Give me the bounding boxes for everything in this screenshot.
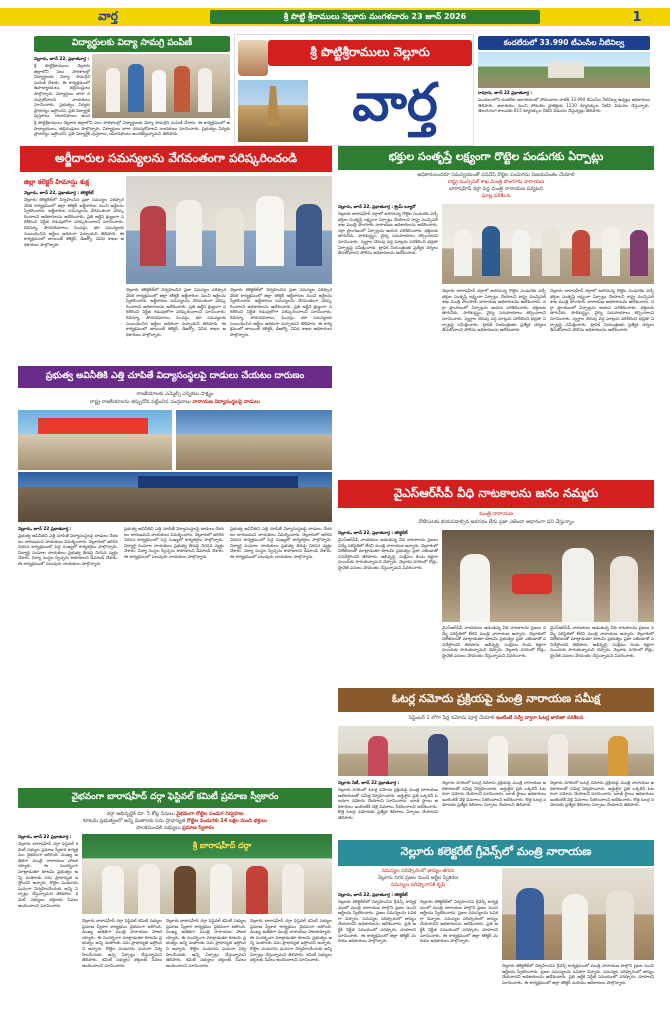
voter-subhead-2: ఇంటింటి సర్వే ద్వారా ఓటర్ల జాబితా పరిశీలన [496,715,584,721]
person-figure [428,734,448,776]
schools-body-col2: ప్రభుత్వ అవినీతిని ఎత్తి చూపితే విద్యాసంస్థలపై దాడులు చేయటం దారుణమని నాయకులు విమర్శించారు. నెల్లూరులో జరిగిన నిరసన కార్యక్రమంలో పెద్ద సంఖ్యలో కార్యకర్తలు పాల్గొన్నారు. విద్యార్థి సంఘాల నాయకులు ప్రభుత్వ తీరుపై నిరసన వ్యక్తం చేశారు. విద్యా సంస్థల స్వేచ్ఛను కాపాడాలని డిమాండ్ చేశారు. ఈ కార్యక్రమంలో పలువురు నాయకులు పాల్గొన్నారు. [124,526,224,559]
building-shape [548,62,584,78]
collectorate-subhead-2: నెల్లూరు నగర ప్రజల నుంచి అర్జీల స్వీకరణ [377,875,459,881]
dargah-subhead-2: వైభవంగా రొట్టెల పండుగ నిర్వహణ [176,811,244,817]
voter-subheads [338,715,654,722]
person-figure [488,736,508,776]
grievances-dateline: నెల్లూరు, జూన్ 22, ప్రభాతవార్త : కలెక్టరేట్ [24,190,94,195]
dargah-body-col1: నెల్లూరు బారాషహీద్ దర్గా ఫెస్టివల్ కమిటీ సభ్యుల ప్రమాణ స్వీకార కార్యక్రమం వైభవంగా జరిగింది. ముఖ్య అతిథిగా మంత్రి నారాయణ హాజరయ్యారు. ఈ సందర్భంగా మాట్లాడుతూ కూటమి ప్రభుత్వం అన్ని మతాలకు సమ ప్రాధాన్యత ఇస్తోందని అన్నారు. రొట్టెల పండుగను ఘనంగా నిర్వహించేందుకు అన్ని ఏర్పాట్లు చేస్తున్నామని తెలిపారు. కమిటీ సభ్యులు భక్తులకు సేవలు అందించాలని సూచించారు. [18,841,78,908]
school-kits-photo [92,54,230,118]
person-figure [138,864,160,914]
ysrcp-body-col2: వైఎస్ఆర్‌సీపీ నాయకులు ఆడుతున్న వీధి నాటకాలను ప్రజలు నమ్మే పరిస్థితిలో లేరని మంత్రి నారాయణ అన్నారు. నెల్లూరులో విలేకరులతో మాట్లాడుతూ కూటమి ప్రభుత్వం ప్రజా ఎజెండాతో పనిచేస్తోందని తెలిపారు. అభివృద్ధి, సంక్షేమం రెండు కళ్లుగా ముందుకు సాగుతున్నామని చెప్పారు. నెల్లూరు నగరంలో రోడ్లు, డ్రైనేజీ పనులు వేగవంతం చేస్తున్నామని వివరించారు. [442,625,546,658]
person-figure [562,894,588,960]
page-number: 1 [632,9,642,25]
dargah-banner [142,838,302,854]
grievances-subhead-text: జిల్లా కలెక్టర్ హిమాన్షు శుక్ల [24,178,89,186]
person-figure [368,736,388,776]
ysrcp-body-col1: వైఎస్ఆర్‌సీపీ నాయకులు ఆడుతున్న వీధి నాటకాలను ప్రజలు నమ్మే పరిస్థితిలో లేరని మంత్రి నారాయణ అన్నారు. నెల్లూరులో విలేకరులతో మాట్లాడుతూ కూటమి ప్రభుత్వం ప్రజా ఎజెండాతో పనిచేస్తోందని తెలిపారు. అభివృద్ధి, సంక్షేమం రెండు కళ్లుగా ముందుకు సాగుతున్నామని చెప్పారు. నెల్లూరు నగరంలో రోడ్లు, డ్రైనేజీ పనులు వేగవంతం చేస్తున్నామని వివరించారు. [338,537,438,570]
person-figure [512,230,530,276]
devotees-subhead-4: ఘాట్ల పరిశీలన [481,193,511,199]
banner-shape [138,476,298,488]
person-figure [106,68,120,112]
dargah-subheads-1 [18,811,332,818]
person-figure [562,548,594,622]
person-figure [602,226,620,276]
person-figure [610,556,638,622]
person-figure [608,736,628,776]
devotees-subhead-3: బారాషహీద్ దర్గా వద్ద మంత్రి నారాయణ పర్యటన [449,186,543,192]
devotees-dateline: నెల్లూరు, జూన్ 22, ప్రభాతవార్త : క్రైమ్ బ్యూరో [338,204,416,209]
ysrcp-subhead-2 [338,519,654,526]
dargah-banner-text: శ్రీ బారాషహీద్ దర్గా [192,840,252,850]
voter-body-col1: నెల్లూరు నగరంలో ఓటర్ల నమోదు ప్రక్రియపై మంత్రి నారాయణ అధికారులతో సమీక్ష నిర్వహించారు. అర్హులైన ప్రతి ఒక్కరినీ ఓటరుగా నమోదు చేయాలని సూచించారు. బూత్ స్థాయి అధికారులు ఇంటింటికీ వెళ్లి వివరాలు సేకరించాలని ఆదేశించారు. కొత్త ఓటర్ల నమోదుకు ప్రత్యేక శిబిరాలు ఏర్పాటు చేయాలని తెలిపారు. [338,787,438,820]
person-figure [140,206,166,266]
ysrcp-dateline: నెల్లూరు, జూన్ 22, ప్రభాతవార్త : కలెక్టరేట్ [338,530,408,535]
collectorate-dateline: నెల్లూరు, జూన్ 22, ప్రభాతవార్త : కలెక్టరేట్ [338,892,408,897]
collectorate-body-col2: నెల్లూరు కలెక్టరేట్‌లో నిర్వహించిన గ్రీవెన్స్ కార్యక్రమంలో మంత్రి నారాయణ పాల్గొని ప్రజల నుంచి అర్జీలను స్వీకరించారు. ప్రజల సమస్యలను ఓపికగా విన్నారు. సమస్యల పరిష్కారంలో జాప్యం చేయరాదని అధికారులను ఆదేశించారు. ప్రతి అర్జీకి నిర్ణీత సమయంలో పరిష్కారం చూపాలని సూచించారు. ఈ కార్యక్రమంలో జిల్లా కలెక్టర్ మరియు అధికారులు పాల్గొన్నారు. [420,899,498,944]
person-figure [296,204,322,266]
grievances-subhead [24,178,124,188]
ysrcp-subhead-2-text: నోటీసులకు భయపడాల్సిన అవసరం లేదు [418,519,498,525]
dargah-subhead-1: దర్గా అభివృద్ధికి రూ. 5 కోట్ల నిధులు [106,811,175,817]
person-figure [176,200,202,266]
voter-photo [338,726,654,776]
ysrcp-body-col3: వైఎస్ఆర్‌సీపీ నాయకులు ఆడుతున్న వీధి నాటకాలను ప్రజలు నమ్మే పరిస్థితిలో లేరని మంత్రి నారాయణ అన్నారు. నెల్లూరులో విలేకరులతో మాట్లాడుతూ కూటమి ప్రభుత్వం ప్రజా ఎజెండాతో పనిచేస్తోందని తెలిపారు. అభివృద్ధి, సంక్షేమం రెండు కళ్లుగా ముందుకు సాగుతున్నామని చెప్పారు. నెల్లూరు నగరంలో రోడ్లు, డ్రైనేజీ పనులు వేగవంతం చేస్తున్నామని వివరించారు. [550,625,654,658]
devotees-body-col1: నెల్లూరు బారాషహీద్ దర్గాలో జరగనున్న రొట్టెల పండుగకు వచ్చే భక్తుల సంతృప్తే లక్ష్యంగా ఏర్పాట్లు చేయాలని రాష్ట్ర మున్సిపల్ శాఖ మంత్రి పొంగూరు నారాయణ అధికారులను ఆదేశించారు. దర్గా ప్రాంగణంలో ఏర్పాట్లను ఆయన పరిశీలించారు. భక్తులకు తాగునీరు, పారిశుద్ధ్యం, వైద్య సదుపాయాలు కల్పించాలని సూచించారు. స్వర్ణాల చెరువు వద్ద ఘాట్లను పరిశీలించి భద్రతా ఏర్పాట్లపై సమీక్షించారు. ట్రాఫిక్ నియంత్రణకు ప్రత్యేక చర్యలు తీసుకోవాలని పోలీసు అధికారులను ఆదేశించారు. [338,211,438,256]
ysrcp-headline: వైఎస్ఆర్‌సీపీ వీధి నాటకాలను జనం నమ్మరు [338,480,654,508]
voter-body-col3: నెల్లూరు నగరంలో ఓటర్ల నమోదు ప్రక్రియపై మంత్రి నారాయణ అధికారులతో సమీక్ష నిర్వహించారు. అర్హులైన ప్రతి ఒక్కరినీ ఓటరుగా నమోదు చేయాలని సూచించారు. బూత్ స్థాయి అధికారులు ఇంటింటికీ వెళ్లి వివరాలు సేకరించాలని ఆదేశించారు. కొత్త ఓటర్ల నమోదుకు ప్రత్యేక శిబిరాలు ఏర్పాటు చేయాలని తెలిపారు. [550,780,654,808]
dargah-subheads-2 [18,818,332,825]
voter-body-col2: నెల్లూరు నగరంలో ఓటర్ల నమోదు ప్రక్రియపై మంత్రి నారాయణ అధికారులతో సమీక్ష నిర్వహించారు. అర్హులైన ప్రతి ఒక్కరినీ ఓటరుగా నమోదు చేయాలని సూచించారు. బూత్ స్థాయి అధికారులు ఇంటింటికీ వెళ్లి వివరాలు సేకరించాలని ఆదేశించారు. కొత్త ఓటర్ల నమోదుకు ప్రత్యేక శిబిరాలు ఏర్పాటు చేయాలని తెలిపారు. [442,780,546,808]
dargah-subhead-4: రొట్టెల పండుగకు 14 లక్షల మంది భక్తులు [186,818,268,824]
dargah-dateline: నెల్లూరు, జూన్ 22 ప్రభాతవార్త : [18,834,72,839]
grievances-body-col2: నెల్లూరు కలెక్టరేట్‌లో నిర్వహించిన ప్రజా సమస్యల పరిష్కార వేదిక కార్యక్రమంలో జిల్లా కలెక్టర్ అర్జీదారుల నుంచి అర్జీలను స్వీకరించారు. అర్జీదారుల సమస్యలను వేగవంతంగా పరిష్కరించాలని అధికారులను ఆదేశించారు. ప్రతి అర్జీని క్షుణ్ణంగా పరిశీలించి నిర్ణీత గడువులోగా పరిష్కరించాలని సూచించారు. రెవెన్యూ, పౌరసరఫరాలు, పింఛన్లు, భూ సమస్యలకు సంబంధించిన అర్జీలు అధికంగా వచ్చాయని తెలిపారు. ఈ కార్యక్రమంలో జాయింట్ కలెక్టర్, డీఆర్వో, వివిధ శాఖల అధికారులు పాల్గొన్నారు. [126,287,226,337]
voter-dateline: నెల్లూరు సిటీ, జూన్ 22 ప్రభాతవార్త : [338,780,400,785]
dargah-headline: వైభవంగా బారాషహీద్ దర్గా ఫెస్టివల్ కమిటీ ప్రమాణ స్వీకారం [18,788,332,808]
person-figure [516,888,544,960]
ysrcp-subhead-1: మంత్రి నారాయణ [479,511,513,517]
schools-photo-2 [176,410,332,470]
collectorate-body-col3: నెల్లూరు కలెక్టరేట్‌లో నిర్వహించిన గ్రీవెన్స్ కార్యక్రమంలో మంత్రి నారాయణ పాల్గొని ప్రజల నుంచి అర్జీలను స్వీకరించారు. ప్రజల సమస్యలను ఓపికగా విన్నారు. సమస్యల పరిష్కారంలో జాప్యం చేయరాదని అధికారులను ఆదేశించారు. ప్రతి అర్జీకి నిర్ణీత సమయంలో పరిష్కారం చూపాలని సూచించారు. ఈ కార్యక్రమంలో జిల్లా కలెక్టర్ మరియు అధికారులు పాల్గొన్నారు. [502,963,654,985]
dargah-subheads-3 [18,825,332,832]
ysrcp-photo [442,530,654,622]
temple-image [238,80,308,142]
leader-portrait [238,40,268,76]
person-figure [152,70,166,112]
collectorate-subhead-3: సమస్యల పరిష్కారానికి కృషి [390,882,446,888]
person-figure [482,226,500,276]
person-figure [548,734,568,776]
banner-shape [38,418,148,434]
person-figure [630,230,648,276]
person-figure [102,866,124,914]
schools-subhead-2-text: రాష్ట్ర రాజకీయాలను తప్పుదోవ పట్టించిన చంద్రబాబు [90,399,191,405]
collectorate-body-col1: నెల్లూరు కలెక్టరేట్‌లో నిర్వహించిన గ్రీవెన్స్ కార్యక్రమంలో మంత్రి నారాయణ పాల్గొని ప్రజల నుంచి అర్జీలను స్వీకరించారు. ప్రజల సమస్యలను ఓపికగా విన్నారు. సమస్యల పరిష్కారంలో జాప్యం చేయరాదని అధికారులను ఆదేశించారు. ప్రతి అర్జీకి నిర్ణీత సమయంలో పరిష్కారం చూపాలని సూచించారు. ఈ కార్యక్రమంలో జిల్లా కలెక్టర్ మరియు అధికారులు పాల్గొన్నారు. [338,899,416,944]
school-kits-dateline: నెల్లూరు, జూన్ 22, ప్రభాతవార్త : [34,56,90,61]
ysrcp-subhead-3-text: ప్రజా ఎజెండా ఆధారంగా పని చేస్తున్నాం [499,519,574,525]
voter-subhead-1: సెప్టెంబర్ 1 లోగా పేర్ల నమోదు పూర్తి చేయాలి [408,715,495,721]
schools-body-col1: ప్రభుత్వ అవినీతిని ఎత్తి చూపితే విద్యాసంస్థలపై దాడులు చేయటం దారుణమని నాయకులు విమర్శించారు. నెల్లూరులో జరిగిన నిరసన కార్యక్రమంలో పెద్ద సంఖ్యలో కార్యకర్తలు పాల్గొన్నారు. విద్యార్థి సంఘాల నాయకులు ప్రభుత్వ తీరుపై నిరసన వ్యక్తం చేశారు. విద్యా సంస్థల స్వేచ్ఛను కాపాడాలని డిమాండ్ చేశారు. ఈ కార్యక్రమంలో పలువురు నాయకులు పాల్గొన్నారు. [18,533,118,566]
person-figure [198,68,212,112]
person-figure [542,228,560,276]
devotees-headline: భక్తుల సంతృప్తే లక్ష్యంగా రొట్టెల పండుగకు ఏర్పాట్లు [338,146,654,170]
devotees-subhead-1: అధికారులందరూ సమన్వయంతో పనిచేసి రొట్టెల పండుగను విజయవంతం చేయాలి [417,172,575,178]
person-figure [454,230,472,276]
dargah-subhead-6: ప్రమాణ స్వీకారం [182,825,215,831]
schools-photo-1 [18,410,172,470]
schools-headline: ప్రభుత్వ అవినీతికి ఎత్తి చూపితే విద్యాసంస్థలపై దాడులు చేయటం దారుణం [18,366,332,388]
dateline-text: శ్రీ పొట్టి శ్రీరాములు నెల్లూరు మంగళవారం 23 జూన్ 2026 [283,11,467,21]
person-figure [174,66,190,112]
grievances-body-col1: నెల్లూరు కలెక్టరేట్‌లో నిర్వహించిన ప్రజా సమస్యల పరిష్కార వేదిక కార్యక్రమంలో జిల్లా కలెక్టర్ అర్జీదారుల నుంచి అర్జీలను స్వీకరించారు. అర్జీదారుల సమస్యలను వేగవంతంగా పరిష్కరించాలని అధికారులను ఆదేశించారు. ప్రతి అర్జీని క్షుణ్ణంగా పరిశీలించి నిర్ణీత గడువులోగా పరిష్కరించాలని సూచించారు. రెవెన్యూ, పౌరసరఫరాలు, పింఛన్లు, భూ సమస్యలకు సంబంధించిన అర్జీలు అధికంగా వచ్చాయని తెలిపారు. ఈ కార్యక్రమంలో జాయింట్ కలెక్టర్, డీఆర్వో, వివిధ శాఖల అధికారులు పాల్గొన్నారు. [24,197,124,247]
reservoir-photo [478,52,650,88]
schools-body-col3: ప్రభుత్వ అవినీతిని ఎత్తి చూపితే విద్యాసంస్థలపై దాడులు చేయటం దారుణమని నాయకులు విమర్శించారు. నెల్లూరులో జరిగిన నిరసన కార్యక్రమంలో పెద్ద సంఖ్యలో కార్యకర్తలు పాల్గొన్నారు. విద్యార్థి సంఘాల నాయకులు ప్రభుత్వ తీరుపై నిరసన వ్యక్తం చేశారు. విద్యా సంస్థల స్వేచ్ఛను కాపాడాలని డిమాండ్ చేశారు. ఈ కార్యక్రమంలో పలువురు నాయకులు పాల్గొన్నారు. [230,526,332,559]
dargah-body-col4: నెల్లూరు బారాషహీద్ దర్గా ఫెస్టివల్ కమిటీ సభ్యుల ప్రమాణ స్వీకార కార్యక్రమం వైభవంగా జరిగింది. ముఖ్య అతిథిగా మంత్రి నారాయణ హాజరయ్యారు. ఈ సందర్భంగా మాట్లాడుతూ కూటమి ప్రభుత్వం అన్ని మతాలకు సమ ప్రాధాన్యత ఇస్తోందని అన్నారు. రొట్టెల పండుగను ఘనంగా నిర్వహించేందుకు అన్ని ఏర్పాట్లు చేస్తున్నామని తెలిపారు. కమిటీ సభ్యులు భక్తులకు సేవలు అందించాలని సూచించారు. [250,918,332,963]
devotees-subhead-2: రాష్ట్ర మున్సిపల్ శాఖ మంత్రి పొంగూరు నారాయణ [447,179,545,185]
person-figure [460,554,490,622]
person-figure [174,866,196,914]
person-figure [282,864,304,914]
grievances-body-col3: నెల్లూరు కలెక్టరేట్‌లో నిర్వహించిన ప్రజా సమస్యల పరిష్కార వేదిక కార్యక్రమంలో జిల్లా కలెక్టర్ అర్జీదారుల నుంచి అర్జీలను స్వీకరించారు. అర్జీదారుల సమస్యలను వేగవంతంగా పరిష్కరించాలని అధికారులను ఆదేశించారు. ప్రతి అర్జీని క్షుణ్ణంగా పరిశీలించి నిర్ణీత గడువులోగా పరిష్కరించాలని సూచించారు. రెవెన్యూ, పౌరసరఫరాలు, పింఛన్లు, భూ సమస్యలకు సంబంధించిన అర్జీలు అధికంగా వచ్చాయని తెలిపారు. ఈ కార్యక్రమంలో జాయింట్ కలెక్టర్, డీఆర్వో, వివిధ శాఖల అధికారులు పాల్గొన్నారు. [230,287,332,337]
collectorate-photo [502,868,654,960]
grievances-headline: అర్జీదారుల సమస్యలను వేగవంతంగా పరిష్కరించండి [20,146,332,172]
masthead-district: శ్రీ పొట్టిశ్రీరాములు నెల్లూరు [268,40,472,66]
person-figure [256,196,284,266]
person-figure [572,230,590,276]
schools-subhead-1: రాజకీయాలకు ఎమ్మెల్సీ ఎన్నికలు సాక్ష్యం [136,391,214,397]
tonnes-headline: కందలేరులో 33.990 టీఎంసీల నీటినిల్వ [478,36,650,50]
school-kits-headline: విద్యార్థులకు విద్యా సామగ్రి పంపిణీ [34,36,230,52]
dargah-body-col3: నెల్లూరు బారాషహీద్ దర్గా ఫెస్టివల్ కమిటీ సభ్యుల ప్రమాణ స్వీకార కార్యక్రమం వైభవంగా జరిగింది. ముఖ్య అతిథిగా మంత్రి నారాయణ హాజరయ్యారు. ఈ సందర్భంగా మాట్లాడుతూ కూటమి ప్రభుత్వం అన్ని మతాలకు సమ ప్రాధాన్యత ఇస్తోందని అన్నారు. రొట్టెల పండుగను ఘనంగా నిర్వహించేందుకు అన్ని ఏర్పాట్లు చేస్తున్నామని తెలిపారు. కమిటీ సభ్యులు భక్తులకు సేవలు అందించాలని సూచించారు. [166,918,246,968]
person-figure [210,864,232,914]
collectorate-headline: నెల్లూరు కలెక్టరేట్ గ్రీవెన్స్‌లో మంత్రి నారాయణ [338,840,654,866]
devotees-body-col3: నెల్లూరు బారాషహీద్ దర్గాలో జరగనున్న రొట్టెల పండుగకు వచ్చే భక్తుల సంతృప్తే లక్ష్యంగా ఏర్పాట్లు చేయాలని రాష్ట్ర మున్సిపల్ శాఖ మంత్రి పొంగూరు నారాయణ అధికారులను ఆదేశించారు. దర్గా ప్రాంగణంలో ఏర్పాట్లను ఆయన పరిశీలించారు. భక్తులకు తాగునీరు, పారిశుద్ధ్యం, వైద్య సదుపాయాలు కల్పించాలని సూచించారు. స్వర్ణాల చెరువు వద్ద ఘాట్లను పరిశీలించి భద్రతా ఏర్పాట్లపై సమీక్షించారు. ట్రాఫిక్ నియంత్రణకు ప్రత్యేక చర్యలు తీసుకోవాలని పోలీసు అధికారులను ఆదేశించారు. [550,288,654,333]
devotees-body-col2: నెల్లూరు బారాషహీద్ దర్గాలో జరగనున్న రొట్టెల పండుగకు వచ్చే భక్తుల సంతృప్తే లక్ష్యంగా ఏర్పాట్లు చేయాలని రాష్ట్ర మున్సిపల్ శాఖ మంత్రి పొంగూరు నారాయణ అధికారులను ఆదేశించారు. దర్గా ప్రాంగణంలో ఏర్పాట్లను ఆయన పరిశీలించారు. భక్తులకు తాగునీరు, పారిశుద్ధ్యం, వైద్య సదుపాయాలు కల్పించాలని సూచించారు. స్వర్ణాల చెరువు వద్ద ఘాట్లను పరిశీలించి భద్రతా ఏర్పాట్లపై సమీక్షించారు. ట్రాఫిక్ నియంత్రణకు ప్రత్యేక చర్యలు తీసుకోవాలని పోలీసు అధికారులను ఆదేశించారు. [442,288,546,333]
collectorate-subhead-1: సమస్యల పరిష్కారంలో జాప్యం తగదు [381,868,455,874]
dateline-bar [210,10,540,24]
person-figure [128,64,144,112]
dargah-body-col2: నెల్లూరు బారాషహీద్ దర్గా ఫెస్టివల్ కమిటీ సభ్యుల ప్రమాణ స్వీకార కార్యక్రమం వైభవంగా జరిగింది. ముఖ్య అతిథిగా మంత్రి నారాయణ హాజరయ్యారు. ఈ సందర్భంగా మాట్లాడుతూ కూటమి ప్రభుత్వం అన్ని మతాలకు సమ ప్రాధాన్యత ఇస్తోందని అన్నారు. రొట్టెల పండుగను ఘనంగా నిర్వహించేందుకు అన్ని ఏర్పాట్లు చేస్తున్నామని తెలిపారు. కమిటీ సభ్యులు భక్తులకు సేవలు అందించాలని సూచించారు. [82,918,162,968]
schools-subhead-2 [18,399,332,406]
person-figure [216,208,244,266]
school-kits-body: శ్రీ పొట్టిశ్రీరాములు నెల్లూరు జిల్లాలోని పలు పాఠశాలల్లో విద్యార్థులకు విద్యా సామగ్రిని పంపిణీ చేశారు. ఈ కార్యక్రమంలో ఉపాధ్యాయులు, తల్లిదండ్రులు పాల్గొన్నారు. విద్యార్థులు బాగా చదువుకోవాలని నాయకులు సూచించారు. ప్రభుత్వం విద్యకు ప్రాధాన్యం ఇస్తోందని, ప్రతి విద్యార్థికి పుస్తకాలు, యూనిఫాంలు అంద [34,63,90,119]
schools-dateline: నెల్లూరు, జూన్ 22 ప్రభాతవార్త : [18,526,72,531]
masthead-small: వార్త [98,8,118,23]
grievances-photo [126,176,332,284]
dargah-subhead-3: కూటమి ప్రభుత్వంలో అన్ని మతాలకు సమ ప్రాధాన్యత [82,818,186,824]
dargah-subhead-5: పాలకమండలి సభ్యులు [135,825,181,831]
person-figure [606,890,634,960]
masthead-logo: వార్త [352,74,438,133]
school-kits-body-2: శ్రీ పొట్టిశ్రీరాములు నెల్లూరు జిల్లాలోని పలు పాఠశాలల్లో విద్యార్థులకు విద్యా సామగ్రిని పంపిణీ చేశారు. ఈ కార్యక్రమంలో ఉపాధ్యాయులు, తల్లిదండ్రులు పాల్గొన్నారు. విద్యార్థులు బాగా చదువుకోవాలని నాయకులు సూచించారు. ప్రభుత్వం విద్యకు ప్రాధాన్యం ఇస్తోందని, ప్రతి విద్యార్థికి పుస్తకాలు, యూనిఫాంలు అందజేస్తున్నామని తెలిపారు. [34,120,230,137]
voter-headline: ఓటర్ల నమోదు ప్రక్రియపై మంత్రి నారాయణ సమీక్ష [338,688,654,712]
microphone-cluster [512,574,552,594]
tonnes-body: మండలంలోని కండలేరు జలాశయంలో సోమవారం నాటికి 33.990 టీఎంసీల నీటినిల్వ ఉన్నట్లు అధికారులు తెలిపారు. జలాశయం నుంచి సోమశిల ప్రాజెక్టుకు 1230 క్యూసెక్కుల నీటిని విడుదల చేస్తున్నారు. తెలుగుగంగ కాలువకు 815 క్యూసెక్కుల నీటిని విడుదల చేస్తున్నట్లు తెలిపారు. [478,97,650,114]
tonnes-dateline: రాపూరు, జూన్ 22 ప్రభాతవార్త : [478,90,533,95]
devotees-photo [442,204,654,284]
temple-tower [263,86,283,126]
dargah-photo [82,834,332,914]
schools-subhead-3-text: నారాయణ విద్యాసంస్థలపై దాడులు [192,399,260,405]
person-figure [246,866,268,914]
schools-photo-3 [18,472,332,522]
